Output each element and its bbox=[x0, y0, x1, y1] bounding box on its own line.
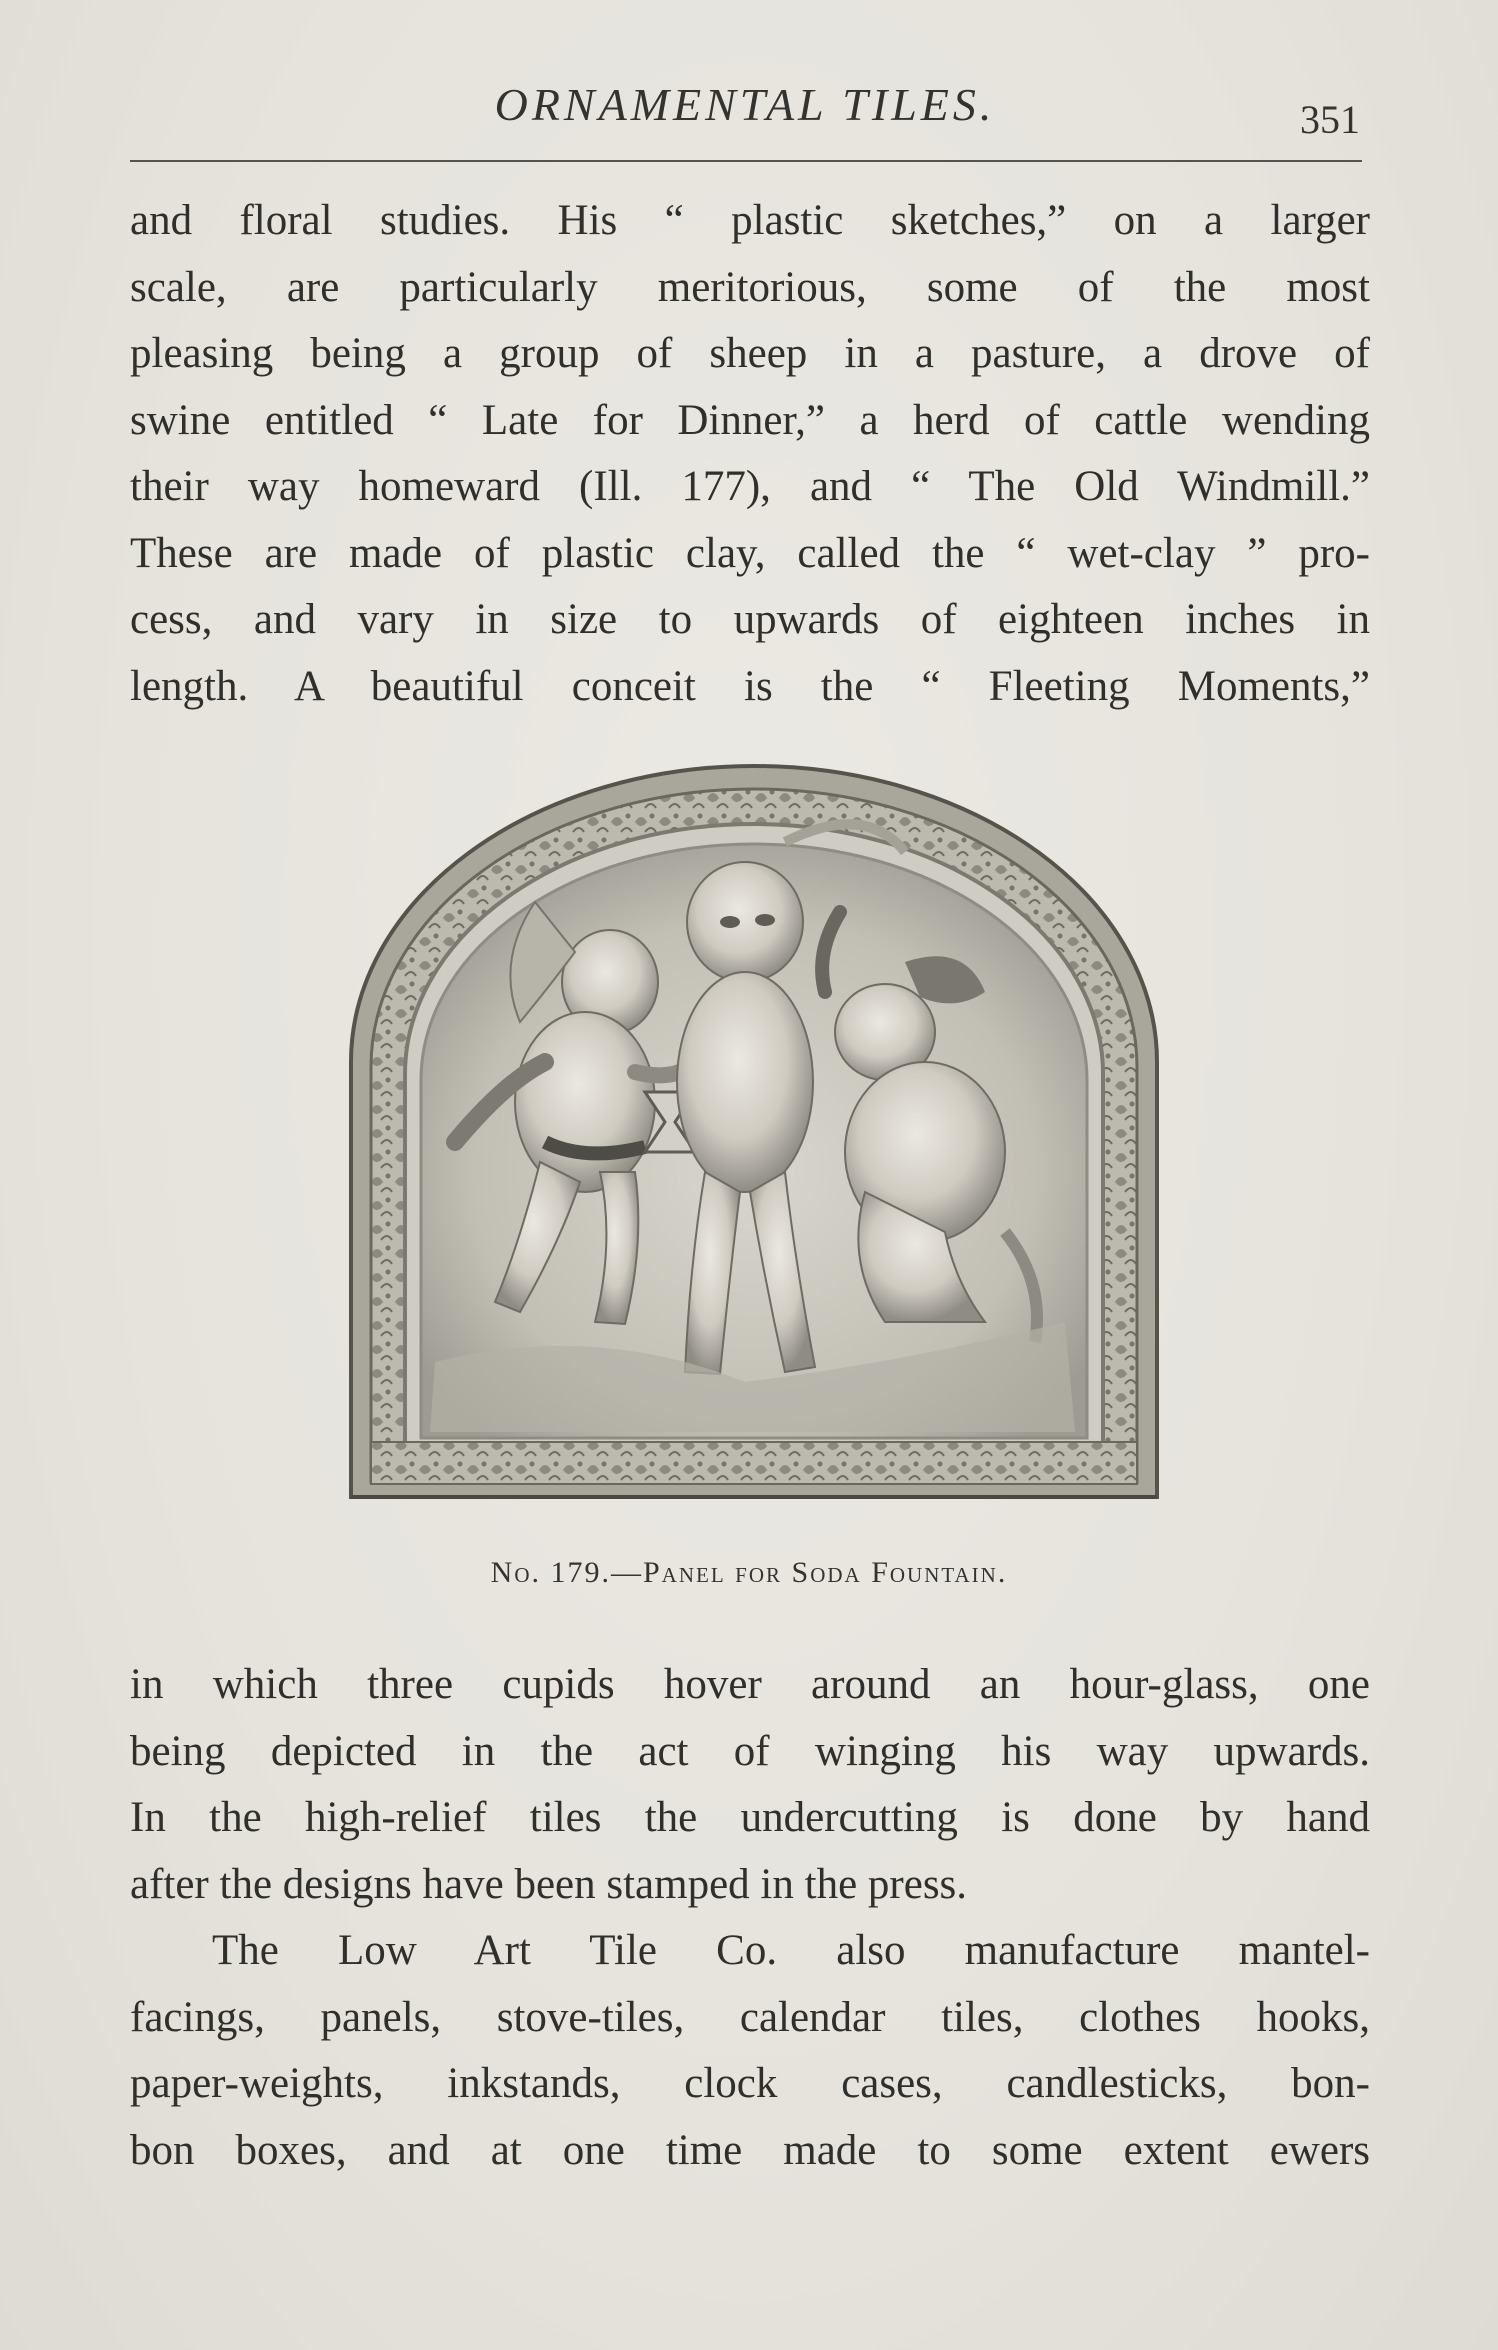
text-line: scale, are particularly meritorious, some of the most bbox=[130, 263, 1370, 311]
text-line: their way homeward (Ill. 177), and “ The Old Windmill.” bbox=[130, 463, 1370, 510]
running-title: ORNAMENTAL TILES. bbox=[494, 79, 996, 130]
text-line: after the designs have been stamped in the press. bbox=[130, 1860, 968, 1908]
text-line: The Low Art Tile Co. also manufacture mantel- bbox=[212, 1927, 1370, 1974]
text-line: pleasing being a group of sheep in a pasture, a drove of bbox=[130, 330, 1370, 377]
text-line: bon boxes, and at one time made to some extent ewers bbox=[130, 2126, 1370, 2174]
text-line: and floral studies. His “ plastic sketches,” on a larger bbox=[130, 197, 1370, 244]
text-line: being depicted in the act of winging his way upwards. bbox=[130, 1727, 1370, 1775]
page-header bbox=[130, 78, 1360, 142]
text-line: length. A beautiful conceit is the “ Fleeting Moments,” bbox=[130, 662, 1370, 710]
text-line: facings, panels, stove-tiles, calendar tiles, clothes hooks, bbox=[130, 1993, 1370, 2041]
text-line: cess, and vary in size to upwards of eighteen inches in bbox=[130, 596, 1370, 643]
header-rule bbox=[130, 160, 1362, 162]
text-line: paper-weights, inkstands, clock cases, candlesticks, bon- bbox=[130, 2060, 1370, 2107]
figure-caption: No. 179.—Panel for Soda Fountain. bbox=[490, 1556, 1008, 1589]
paragraph-bottom bbox=[130, 1652, 1370, 2184]
text-line: in which three cupids hover around an hour-glass, one bbox=[130, 1661, 1370, 1708]
text-line: In the high-relief tiles the undercutting is done by hand bbox=[130, 1794, 1370, 1841]
tile-panel-illustration bbox=[345, 762, 1163, 1504]
page-number: 351 bbox=[1300, 97, 1360, 142]
text-line: swine entitled “ Late for Dinner,” a herd of cattle wending bbox=[130, 396, 1370, 444]
paragraph-top bbox=[130, 188, 1370, 720]
text-line: These are made of plastic clay, called the “ wet-clay ” pro- bbox=[130, 529, 1370, 577]
